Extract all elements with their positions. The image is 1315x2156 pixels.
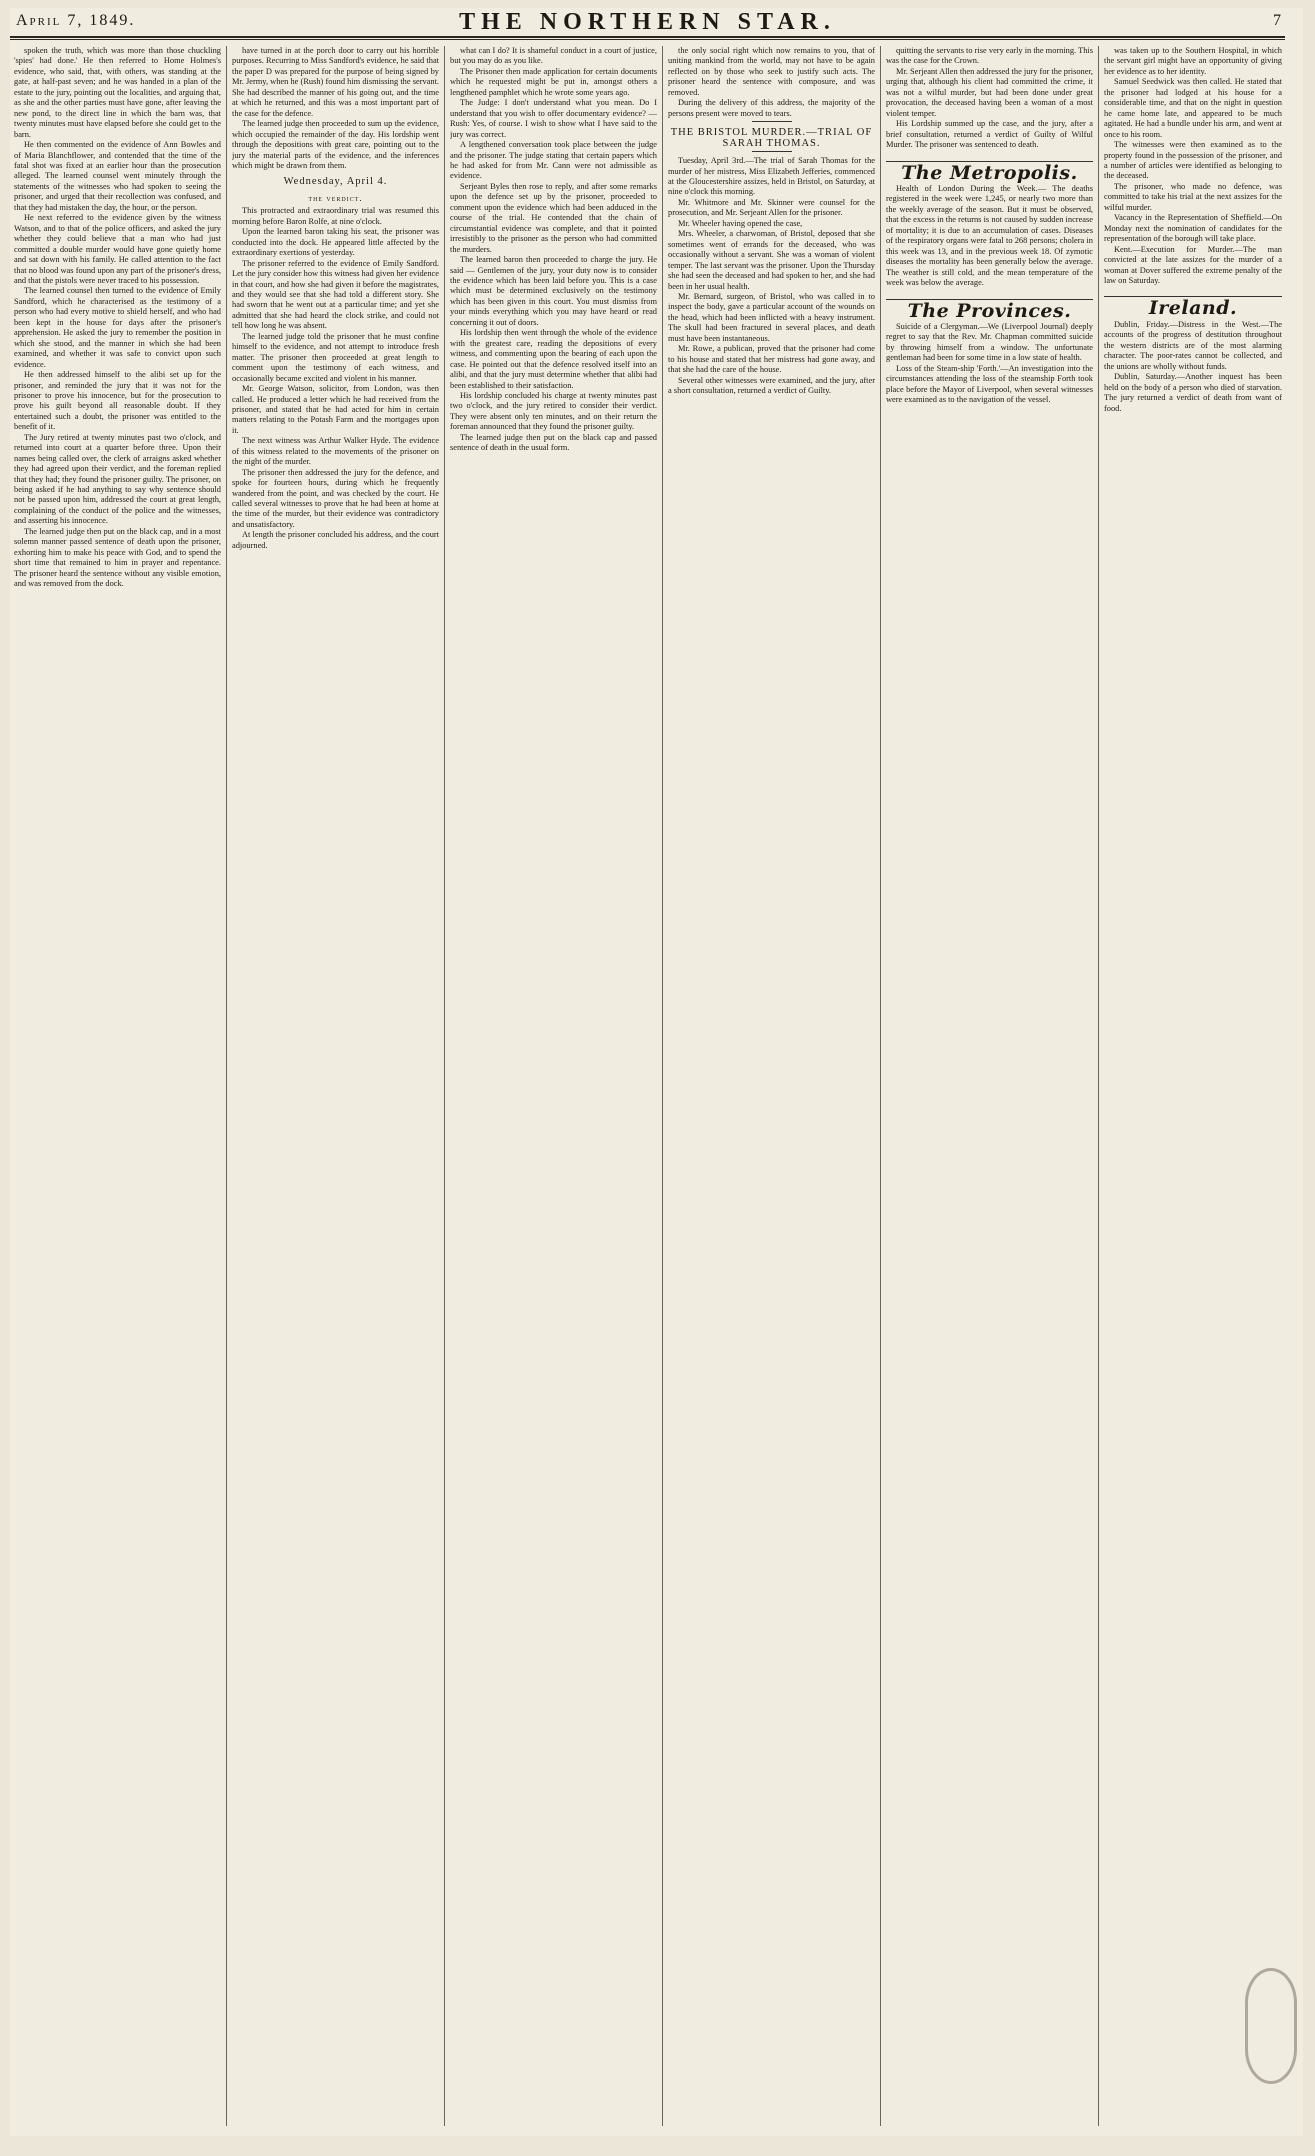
paragraph: The prisoner referred to the evidence of Emily Sandford. Let the jury consider how this witness had given her evidence in that court, and how she had given it before the magistrates, and they would see that she had told a different story. She had sworn that he went out at a particular time; and yet she admitted that she had heard the clock strike, and could not tell how long he was absent. xyxy=(232,258,439,331)
paragraph: Dublin, Friday.—Distress in the West.—The accounts of the progress of destitution throughout the western districts are of the most alarming character. The poor-rates cannot be collected, and the unions are wholly without funds. xyxy=(1104,319,1282,371)
column-6 xyxy=(1104,46,1282,2126)
paragraph: The Judge: I don't understand what you mean. Do I understand that you wish to offer documentary evidence? — Rush: Yes, of course. I wish to show what I have said to the jury was correct. xyxy=(450,98,657,139)
paragraph: Samuel Seedwick was then called. He stated that the prisoner had lodged at his house for a considerable time, and that on the night in question he came home late, and appeared to be much agitated. He had a bundle under his arm, and went at once to his room. xyxy=(1104,77,1282,139)
paragraph: Mr. Wheeler having opened the case, xyxy=(678,218,803,228)
paragraph: Upon the learned baron taking his seat, the prisoner was conducted into the dock. He appeared little affected by the extraordinary exertions of yesterday. xyxy=(232,227,439,258)
column-3 xyxy=(450,46,657,2126)
section-title-ireland: Ireland. xyxy=(1104,296,1282,313)
column-4 xyxy=(668,46,875,2126)
page-number: 7 xyxy=(1273,12,1281,29)
column-divider xyxy=(226,46,227,2126)
paragraph: The prisoner then addressed the jury for the defence, and spoke for fourteen hours, during which he frequently wandered from the point, and was checked by the court. He called several witnesses to prove that he had been at home at the time of the murder, but their evidence was contradictory and unsatisfactory. xyxy=(232,467,439,529)
paragraph: The learned counsel then turned to the evidence of Emily Sandford, which he characterised as the testimony of a person who had every motive to shield herself, and who had been kept in the house for days after the prisoner's apprehension. He asked the jury to remember the position in which she stood, and the manner in which she had been examined, and whether it was safe to convict upon such evidence. xyxy=(14,286,221,369)
paragraph: spoken the truth, which was more than those chuckling 'spies' had done.' He then referred to Home Holmes's evidence, who said, that, with others, was standing at the gate, at half-past seven; and he was handed in a plan of the estate to the jury, pointing out the localities, and arguing that, as she and the other parties must have gone, after leaving the new pond, to the direct line in which the barn was, that twenty minutes must have elapsed before she could get to the barn. xyxy=(14,46,221,139)
library-stamp xyxy=(1245,1968,1297,2084)
paragraph: The learned judge then put on the black cap and passed sentence of death in the usual form. xyxy=(450,432,657,453)
section-title-metropolis: The Metropolis. xyxy=(886,161,1093,178)
column-2 xyxy=(232,46,439,2126)
paragraph: Mrs. Wheeler, a charwoman, of Bristol, deposed that she sometimes went of errands for the deceased, who was occasionally without a servant. She was a woman of violent temper. The last servant was the prisoner. Upon the Thursday she had seen the deceased and had spoken to her, and she had been in her usual health. xyxy=(668,229,875,291)
paragraph: His Lordship summed up the case, and the jury, after a brief consultation, returned a verdict of Guilty of Wilful Murder. The prisoner was sentenced to death. xyxy=(886,119,1093,150)
column-divider xyxy=(662,46,663,2126)
paragraph: Kent.—Execution for Murder.—The man convicted at the late assizes for the murder of a woman at Dover suffered the extreme penalty of the law on Saturday. xyxy=(1104,244,1282,285)
paragraph: The Jury retired at twenty minutes past two o'clock, and returned into court at a quarter before three. Upon their names being called over, the clerk of arraigns asked whether they had agreed upon their verdict, and the foreman replied that they had; they found the prisoner guilty. The prisoner, on being asked if he had anything to say why sentence should not be passed upon him, addressed the court at great length, complaining of the conduct of the police and the witnesses, and asserting his innocence. xyxy=(14,432,221,526)
paragraph: His lordship concluded his charge at twenty minutes past two o'clock, and the jury retired to consider their verdict. They were absent only ten minutes, and on their return the foreman announced that they found the prisoner guilty. xyxy=(450,390,657,432)
paragraph: This protracted and extraordinary trial was resumed this morning before Baron Rolfe, at nine o'clock. xyxy=(232,206,439,226)
paragraph: have turned in at the porch door to carry out his horrible purposes. Recurring to Miss Sandford's evidence, he said that the paper D was prepared for the purpose of being signed by Mr. Jermy, when he (Rush) found him dismissing the servant. She had described the manner of his going out, and the time at which he returned, and this was a most important part of the case for the defence. xyxy=(232,46,439,118)
paragraph: Tuesday, April 3rd.—The trial of Sarah Thomas for the murder of her mistress, Miss Elizabeth Jefferies, commenced at the Gloucestershire assizes, held in Bristol, on Saturday, at nine o'clock this morning. xyxy=(668,156,875,197)
paragraph: was taken up to the Southern Hospital, in which the servant girl might have an opportunity of giving her evidence as to her identity. xyxy=(1104,46,1282,76)
paragraph: Mr. Bernard, surgeon, of Bristol, who was called in to inspect the body, gave a particular account of the wounds on the head, which had been inflicted with a heavy instrument. The skull had been fractured in several places, and death must have been instantaneous. xyxy=(668,291,875,343)
column-divider xyxy=(880,46,881,2126)
paragraph: Serjeant Byles then rose to reply, and after some remarks upon the defence set up by the prisoner, proceeded to comment upon the evidence which had been adduced in the course of the trial. He contended that the chain of circumstantial evidence was complete, and that it pointed irresistibly to the prisoner as the person who had committed the murders. xyxy=(450,181,657,254)
paragraph: He then addressed himself to the alibi set up for the prisoner, and reminded the jury that it was not for the prisoner to prove his innocence, but for the prosecution to prove his guilt beyond all reasonable doubt. If they entertained such a doubt, the prisoner was entitled to the benefit of it. xyxy=(14,370,221,432)
column-divider xyxy=(1098,46,1099,2126)
article-heading: THE BRISTOL MURDER.—TRIAL OF SARAH THOMAS. xyxy=(670,127,873,149)
section-title-provinces: The Provinces. xyxy=(886,299,1093,316)
masthead-rule xyxy=(10,39,1285,40)
paragraph: quitting the servants to rise very early in the morning. This was the case for the Crown. xyxy=(886,46,1093,66)
column-5 xyxy=(886,46,1093,2126)
paragraph: At length the prisoner concluded his address, and the court adjourned. xyxy=(232,530,439,550)
newspaper-title: THE NORTHERN STAR. xyxy=(459,9,836,35)
paragraph: Dublin, Saturday.—Another inquest has been held on the body of a person who died of starvation. The jury returned a verdict of death from want of food. xyxy=(1104,372,1282,413)
paragraph: Mr. Rowe, a publican, proved that the prisoner had come to his house and stated that her mistress had gone away, and that she had the care of the house. xyxy=(668,344,875,375)
divider xyxy=(752,151,792,152)
paragraph: He then commented on the evidence of Ann Bowles and of Maria Blanchflower, and contended that the time of the fatal shot was fixed at an earlier hour than the prosecution alleged. The learned counsel went minutely through the statements of the witnesses who had spoken to seeing the prisoner, and urged that their recollection was confused, and that they had mistaken the day, the hour, or the person. xyxy=(14,140,221,212)
paragraph: what can I do? It is shameful conduct in a court of justice, but you may do as you like. xyxy=(450,46,657,66)
paragraph: The learned judge then proceeded to sum up the evidence, which occupied the remainder of the day. His lordship went through the depositions with great care, pointing out to the jury the material parts of the evidence, and the inferences which might be drawn from them. xyxy=(232,119,439,170)
paragraph: The Prisoner then made application for certain documents which he requested might be put in, amongst others a lengthened pamphlet which he wrote some years ago. xyxy=(450,66,657,97)
paragraph: The learned judge then put on the black cap, and in a most solemn manner passed sentence of death upon the prisoner, exhorting him to make his peace with God, and to spend the short time that remained to him in prayer and repentance. The prisoner heard the sentence without any visible emotion, and was removed from the dock. xyxy=(14,526,221,589)
masthead xyxy=(10,8,1285,38)
paragraph: His lordship then went through the whole of the evidence with the greatest care, reading the depositions of every witness, and commenting upon the bearing of each upon the case. He pointed out that the defence resolved itself into an alibi, and that the jury must determine whether that alibi had been established to their satisfaction. xyxy=(450,328,657,390)
paragraph: Vacancy in the Representation of Sheffield.—On Monday next the nomination of candidates for the representation of the borough will take place. xyxy=(1104,213,1282,244)
paragraph: Mr. George Watson, solicitor, from London, was then called. He produced a letter which he had received from the prisoner, and stated that he had acted for him in certain matters relating to the Potash Farm and the mortgages upon it. xyxy=(232,384,439,435)
paragraph: Suicide of a Clergyman.—We (Liverpool Journal) deeply regret to say that the Rev. Mr. Chapman committed suicide by throwing himself from a window. The unfortunate gentleman had been for some time in a low state of health. xyxy=(886,321,1093,363)
paragraph: Loss of the Steam-ship 'Forth.'—An investigation into the circumstances attending the loss of the steamship Forth took place before the Mayor of Liverpool, when several witnesses were examined as to the navigation of the vessel. xyxy=(886,363,1093,405)
paragraph: Mr. Serjeant Allen then addressed the jury for the prisoner, urging that, although his client had committed the crime, it was not a wilful murder, but had been done under great provocation, the deceased having been a woman of a most violent temper. xyxy=(886,66,1093,118)
paragraph: The next witness was Arthur Walker Hyde. The evidence of this witness related to the movements of the prisoner on the night of the murder. xyxy=(232,436,439,467)
day-heading: Wednesday, April 4. xyxy=(283,176,388,188)
paragraph: Health of London During the Week.— The deaths registered in the week were 1,245, or nearly two more than the weekly average of the season. But it must be observed, that the excess in the returns is not caused by sudden increase of mortality; it is due to an accumulation of cases. Diseases of the respiratory organs were fatal to 268 persons; cholera in this week was 13, and in the previous week 18. Of zymotic diseases the mortality has been generally below the average. The weather is still cold, and the mean temperature of the week was below the average. xyxy=(886,183,1093,288)
newspaper-page xyxy=(10,8,1303,2136)
paragraph: During the delivery of this address, the majority of the persons present were moved to tears. xyxy=(668,98,875,118)
paragraph: Several other witnesses were examined, and the jury, after a short consultation, returned a verdict of Guilty. xyxy=(668,375,875,396)
paragraph: He next referred to the evidence given by the witness Watson, and to that of the police officers, and asked the jury whether they could believe that a man who had just committed a double murder would have gone quietly home and sat down with his family. He called attention to the fact that no blood was found upon any part of the prisoner's dress, and that the pistols were never traced to his possession. xyxy=(14,213,221,285)
paragraph: The learned baron then proceeded to charge the jury. He said — Gentlemen of the jury, your duty now is to consider the evidence which has been laid before you. This is a case which must be determined exclusively on the testimony which has been given in this court. You must dismiss from your minds everything which you may have heard or read concerning it out of doors. xyxy=(450,255,657,327)
paragraph: Mr. Whitmore and Mr. Skinner were counsel for the prosecution, and Mr. Serjeant Allen for the prisoner. xyxy=(668,197,875,218)
paragraph: The prisoner, who made no defence, was committed to take his trial at the next assizes for the wilful murder. xyxy=(1104,181,1282,212)
issue-date: April 7, 1849. xyxy=(16,12,136,29)
paragraph: A lengthened conversation took place between the judge and the prisoner. The judge stating that certain papers which he had asked for from Mr. Cann were not admissible as evidence. xyxy=(450,140,657,181)
paragraph: The learned judge told the prisoner that he must confine himself to the evidence, and not attempt to introduce fresh matter. The prisoner then proceeded at great length to comment upon the testimony of each witness, and occasionally became excited and violent in his manner. xyxy=(232,331,439,383)
paragraph: The witnesses were then examined as to the property found in the possession of the prisoner, and a number of articles were identified as belonging to the deceased. xyxy=(1104,140,1282,181)
paragraph: the only social right which now remains to you, that of uniting mankind from the world, may not have to be again reflected on by those who seek to justify such acts. The prisoner heard the sentence with composure, and was removed. xyxy=(668,46,875,97)
column-1 xyxy=(14,46,221,2126)
verdict-heading: the verdict. xyxy=(308,192,363,203)
divider xyxy=(752,121,792,122)
column-divider xyxy=(444,46,445,2126)
